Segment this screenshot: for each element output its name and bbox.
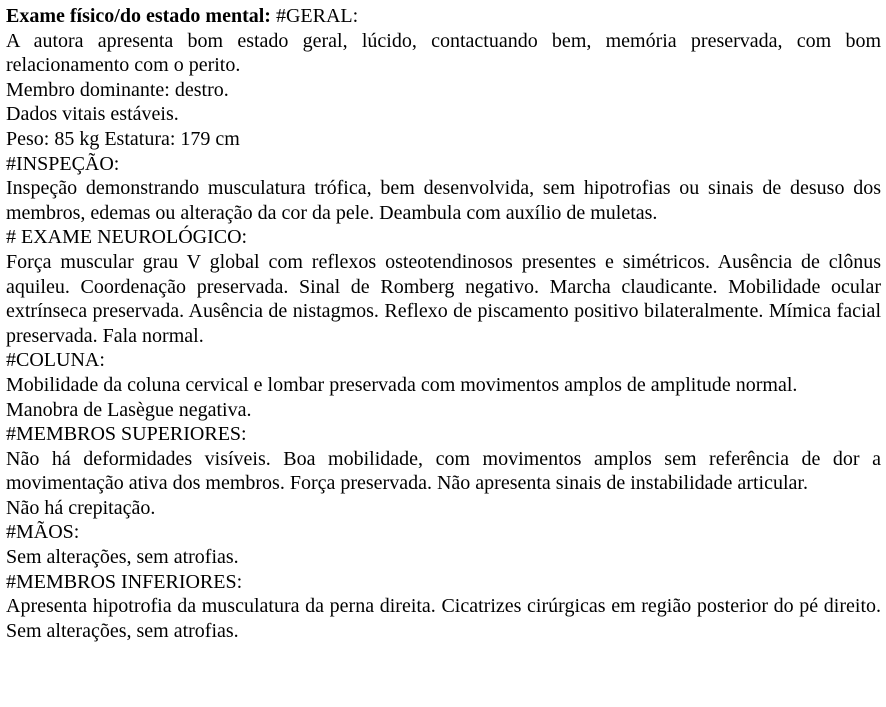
- section-heading-membros-inferiores: #MEMBROS INFERIORES:: [6, 570, 243, 593]
- weight-height-line: Peso: 85 kg Estatura: 179 cm: [6, 127, 240, 150]
- section-heading-neurologico: # EXAME NEUROLÓGICO:: [6, 226, 248, 249]
- geral-paragraph: A autora apresenta bom estado geral, lúcido, contactuando bem, memória preservada, com bom relacionamento com o perito.: [6, 29, 881, 77]
- membros-superiores-paragraph: Não há deformidades visíveis. Boa mobilidade, com movimentos amplos sem referência de dor a movimentação ativa dos membros. Força preservada. Não apresenta sinais de instabilidade articular.: [6, 447, 881, 495]
- section-heading-membros-superiores: #MEMBROS SUPERIORES:: [6, 423, 247, 446]
- lasegue-line: Manobra de Lasègue negativa.: [6, 398, 252, 421]
- section-heading-inspecao: #INSPEÇÃO:: [6, 152, 120, 175]
- neurologico-paragraph: Força muscular grau V global com reflexos osteotendinosos presentes e simétricos. Ausência de clônus aquileu. Coordenação preservada. Sinal de Romberg negativo. Marcha claudicante. Mobilidade ocular extrínseca preservada. Ausência de nistagmos. Reflexo de piscamento positivo bilateralmente. Mímica facial preservada. Fala normal.: [6, 250, 881, 347]
- crepitacao-line: Não há crepitação.: [6, 496, 156, 519]
- vital-signs-line: Dados vitais estáveis.: [6, 103, 179, 126]
- inspecao-paragraph: Inspeção demonstrando musculatura trófica, bem desenvolvida, sem hipotrofias ou sinais de desuso dos membros, edemas ou alteração da cor da pele. Deambula com auxílio de muletas.: [6, 177, 881, 224]
- coluna-paragraph: Mobilidade da coluna cervical e lombar preservada com movimentos amplos de amplitude normal.: [6, 373, 798, 396]
- section-heading-coluna: #COLUNA:: [6, 349, 105, 372]
- exam-title: Exame físico/do estado mental:: [6, 5, 271, 27]
- section-heading-maos: #MÃOS:: [6, 521, 80, 544]
- dominant-limb-line: Membro dominante: destro.: [6, 78, 229, 101]
- membros-inferiores-paragraph: Apresenta hipotrofia da musculatura da perna direita. Cicatrizes cirúrgicas em região posterior do pé direito. Sem alterações, sem atrofias.: [6, 595, 881, 642]
- section-heading-geral: #GERAL:: [270, 5, 359, 27]
- exam-header-line: [6, 4, 881, 29]
- maos-paragraph: Sem alterações, sem atrofias.: [6, 546, 239, 569]
